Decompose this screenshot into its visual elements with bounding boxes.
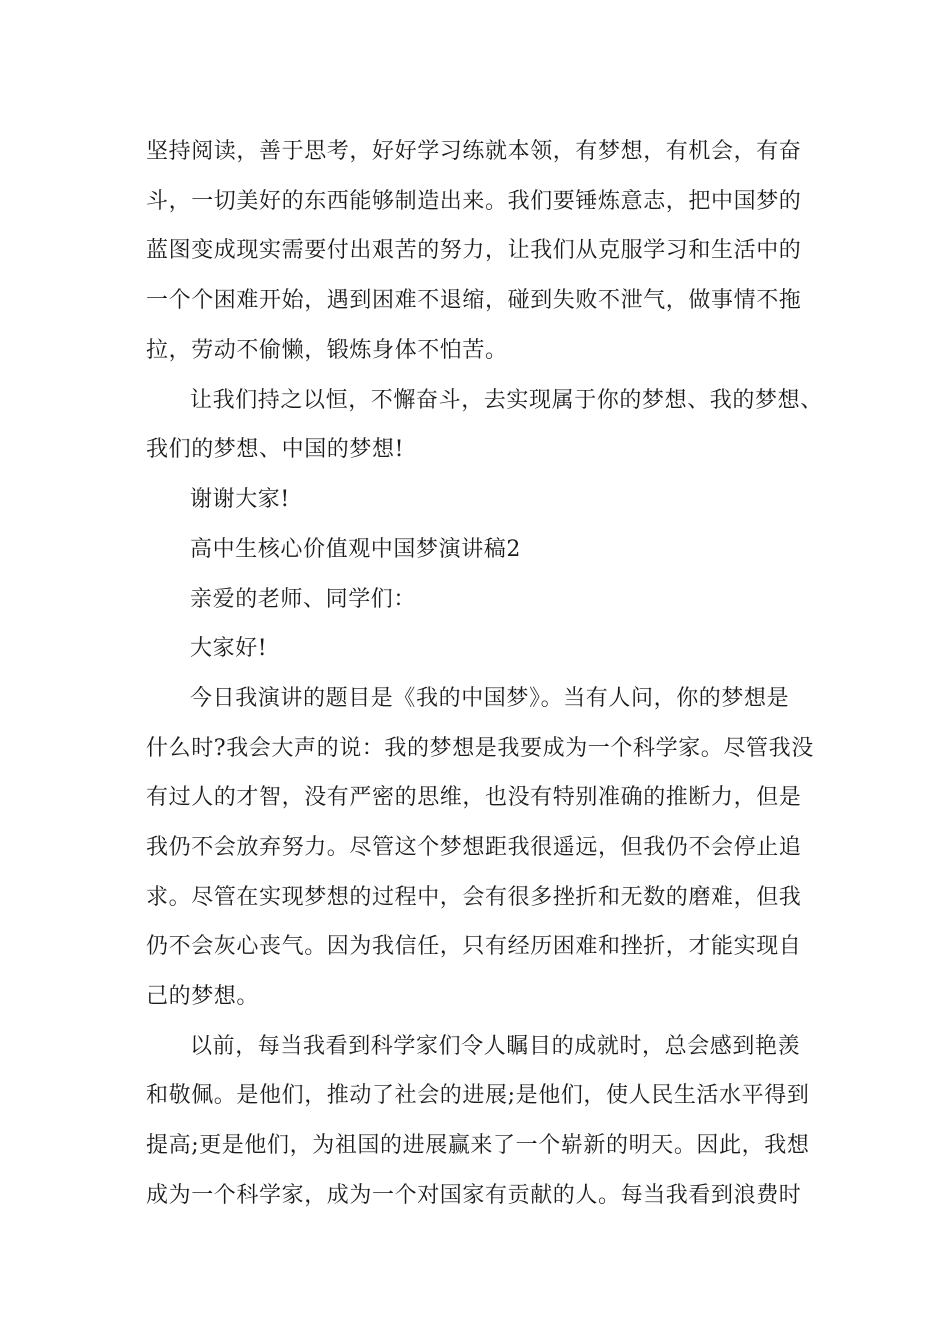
speech-title: 高中生核心价值观中国梦演讲稿2 (190, 537, 521, 562)
closing-line: 谢谢大家! (190, 487, 290, 512)
text-line: 什么时?我会大声的说：我的梦想是我要成为一个科学家。尽管我没 (146, 736, 814, 761)
text-line: 蓝图变成现实需要付出艰苦的努力，让我们从克服学习和生活中的 (146, 238, 802, 263)
text-line: 一个个困难开始，遇到困难不退缩，碰到失败不泄气，做事情不拖 (146, 288, 802, 313)
text-line: 我们的梦想、中国的梦想! (146, 437, 405, 462)
text-line: 求。尽管在实现梦想的过程中，会有很多挫折和无数的磨难，但我 (146, 885, 802, 910)
salutation: 亲爱的老师、同学们： (190, 587, 417, 612)
text-line: 斗，一切美好的东西能够制造出来。我们要锤炼意志，把中国梦的 (146, 189, 802, 214)
greeting: 大家好! (190, 636, 268, 661)
text-line: 有过人的才智，没有严密的思维，也没有特别准确的推断力，但是 (146, 785, 802, 810)
text-line: 己的梦想。 (146, 984, 260, 1009)
paragraph-start-line: 以前，每当我看到科学家们令人瞩目的成就时，总会感到艳羡 (190, 1034, 801, 1059)
text-line: 仍不会灰心丧气。因为我信任，只有经历困难和挫折，才能实现自 (146, 934, 802, 959)
text-line: 坚持阅读，善于思考，好好学习练就本领，有梦想，有机会，有奋 (146, 139, 802, 164)
paragraph-start-line: 让我们持之以恒，不懈奋斗，去实现属于你的梦想、我的梦想、 (190, 388, 823, 413)
text-line: 成为一个科学家，成为一个对国家有贡献的人。每当我看到浪费时 (146, 1183, 802, 1208)
paragraph-start-line: 今日我演讲的题目是《我的中国梦》。当有人问，你的梦想是 (190, 686, 790, 711)
text-line: 拉，劳动不偷懒，锻炼身体不怕苦。 (146, 338, 508, 363)
text-line: 我仍不会放弃努力。尽管这个梦想距我很遥远，但我仍不会停止追 (146, 835, 802, 860)
text-line: 和敬佩。是他们，推动了社会的进展;是他们，使人民生活水平得到 (146, 1083, 810, 1108)
text-line: 提高;更是他们，为祖国的进展赢来了一个崭新的明天。因此，我想 (146, 1133, 810, 1158)
